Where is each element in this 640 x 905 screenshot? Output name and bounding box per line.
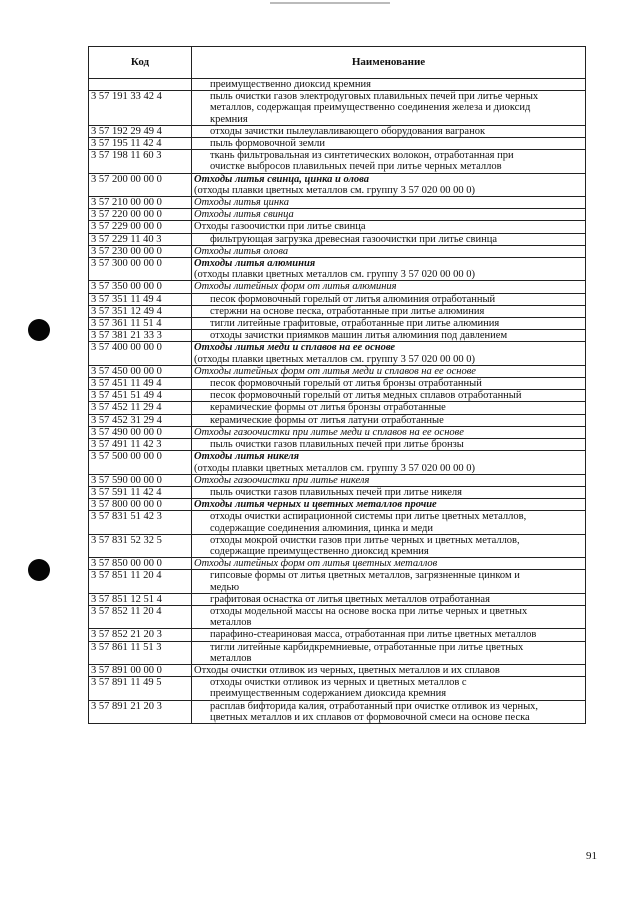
name-line: металлов	[210, 652, 252, 664]
table-row	[89, 330, 586, 342]
name-line: фильтрующая загрузка древесная газоочистки при литье свинца	[210, 233, 498, 245]
row-code: 3 57 861 11 51 3	[89, 641, 192, 664]
table-row	[89, 293, 586, 305]
table-row	[89, 700, 586, 723]
binder-hole-upper	[28, 319, 50, 341]
table-row	[89, 414, 586, 426]
table-row	[89, 281, 586, 293]
row-code: 3 57 491 11 42 3	[89, 439, 192, 451]
name-line: Отходы газоочистки при литье меди и сплавов на ее основе	[194, 426, 464, 438]
name-line: медью	[210, 581, 240, 593]
row-code: 3 57 490 00 00 0	[89, 426, 192, 438]
row-name	[192, 245, 586, 257]
row-name	[192, 281, 586, 293]
name-line: Отходы литейных форм от литья цветных металлов	[194, 558, 438, 570]
row-code: 3 57 851 11 20 4	[89, 570, 192, 593]
row-code: 3 57 451 11 49 4	[89, 378, 192, 390]
table-row	[89, 451, 586, 474]
name-line: отходы мокрой очистки газов при литье черных и цветных металлов,	[210, 534, 520, 546]
table-row	[89, 233, 586, 245]
table-row	[89, 125, 586, 137]
row-code: 3 57 891 00 00 0	[89, 664, 192, 676]
row-name	[192, 342, 586, 365]
name-line: Отходы литья цинка	[194, 197, 290, 209]
row-name	[192, 426, 586, 438]
row-code: 3 57 200 00 00 0	[89, 173, 192, 196]
table-row	[89, 558, 586, 570]
name-line: отходы очистки аспирационной системы при литье цветных металлов,	[210, 511, 527, 523]
table-row	[89, 173, 586, 196]
name-line: Отходы литья меди и сплавов на ее основе	[194, 342, 396, 354]
name-line: песок формовочный горелый от литья бронзы отработанный	[210, 378, 482, 390]
row-name	[192, 221, 586, 233]
row-code: 3 57 381 21 33 3	[89, 330, 192, 342]
table-row	[89, 605, 586, 628]
row-code: 3 57 590 00 00 0	[89, 474, 192, 486]
name-line: отходы очистки отливок из черных и цветных металлов с	[210, 677, 467, 689]
row-name	[192, 365, 586, 377]
table-row	[89, 664, 586, 676]
row-code: 3 57 500 00 00 0	[89, 451, 192, 474]
name-line: пыль очистки газов плавильных печей при литье никеля	[210, 486, 463, 498]
table-header-row	[89, 47, 586, 79]
table-row	[89, 593, 586, 605]
row-code: 3 57 220 00 00 0	[89, 209, 192, 221]
row-code: 3 57 229 00 00 0	[89, 221, 192, 233]
name-line: (отходы плавки цветных металлов см. группу 3 57 020 00 00 0)	[194, 269, 475, 281]
table-row	[89, 365, 586, 377]
row-code: 3 57 400 00 00 0	[89, 342, 192, 365]
name-line: очистке выбросов плавильных печей при литье черных металлов	[210, 161, 502, 173]
waste-code-table	[88, 46, 586, 724]
name-line: содержащие преимущественно диоксид кремния	[210, 545, 429, 557]
name-line: песок формовочный горелый от литья алюминия отработанный	[210, 293, 496, 305]
row-name	[192, 293, 586, 305]
name-line: Отходы литья никеля	[194, 451, 300, 463]
row-name	[192, 677, 586, 700]
row-name	[192, 138, 586, 150]
row-name	[192, 330, 586, 342]
name-line: Отходы литейных форм от литья алюминия	[194, 281, 397, 293]
row-code: 3 57 591 11 42 4	[89, 486, 192, 498]
row-name	[192, 486, 586, 498]
name-line: пыль очистки газов электродуговых плавильных печей при литье черных	[210, 91, 539, 103]
row-code: 3 57 191 33 42 4	[89, 91, 192, 126]
row-name	[192, 570, 586, 593]
table-row	[89, 511, 586, 534]
table-row	[89, 486, 586, 498]
name-line: тигли литейные карбидкремниевые, отработанные при литье цветных	[210, 641, 524, 653]
row-code: 3 57 198 11 60 3	[89, 150, 192, 173]
scan-top-mark	[270, 2, 390, 4]
table-row	[89, 390, 586, 402]
table-row	[89, 629, 586, 641]
row-name	[192, 305, 586, 317]
name-line: Отходы литья черных и цветных металлов прочие	[194, 499, 437, 511]
row-name	[192, 451, 586, 474]
row-code: 3 57 451 51 49 4	[89, 390, 192, 402]
name-line: графитовая оснастка от литья цветных металлов отработанная	[210, 593, 490, 605]
row-name	[192, 534, 586, 557]
row-code: 3 57 850 00 00 0	[89, 558, 192, 570]
name-line: парафино-стеариновая масса, отработанная при литье цветных металлов	[210, 629, 537, 641]
row-code	[89, 79, 192, 91]
name-line: тигли литейные графитовые, отработанные при литье алюминия	[210, 318, 500, 330]
row-name	[192, 91, 586, 126]
name-line: ткань фильтровальная из синтетических волокон, отработанная при	[210, 150, 514, 162]
row-name	[192, 79, 586, 91]
row-name	[192, 499, 586, 511]
name-line: Отходы газоочистки при литье никеля	[194, 474, 370, 486]
table-row	[89, 79, 586, 91]
name-line: (отходы плавки цветных металлов см. группу 3 57 020 00 00 0)	[194, 353, 475, 365]
name-line: расплав бифторида калия, отработанный при очистке отливок из черных,	[210, 700, 539, 712]
header-name: Наименование	[192, 47, 586, 79]
name-line: цветных металлов и их сплавов от формовочной смеси на основе песка	[210, 711, 530, 723]
table-row	[89, 245, 586, 257]
name-line: кремния	[210, 113, 248, 125]
row-name	[192, 318, 586, 330]
row-code: 3 57 831 52 32 5	[89, 534, 192, 557]
name-line: преимущественным содержанием диоксида кремния	[210, 688, 447, 700]
row-name	[192, 378, 586, 390]
table-row	[89, 499, 586, 511]
table-row	[89, 150, 586, 173]
name-line: Отходы литья олова	[194, 245, 289, 257]
row-name	[192, 629, 586, 641]
row-name	[192, 233, 586, 245]
row-code: 3 57 192 29 49 4	[89, 125, 192, 137]
row-code: 3 57 210 00 00 0	[89, 197, 192, 209]
name-line: (отходы плавки цветных металлов см. группу 3 57 020 00 00 0)	[194, 462, 475, 474]
table-row	[89, 641, 586, 664]
row-code: 3 57 800 00 00 0	[89, 499, 192, 511]
name-line: пыль очистки газов плавильных печей при литье бронзы	[210, 439, 464, 451]
table-row	[89, 402, 586, 414]
name-line: Отходы литья алюминия	[194, 258, 316, 270]
row-name	[192, 414, 586, 426]
name-line: гипсовые формы от литья цветных металлов, загрязненные цинком и	[210, 570, 520, 582]
row-name	[192, 209, 586, 221]
table-row	[89, 221, 586, 233]
name-line: металлов, содержащая преимущественно соединения железа и диоксид	[210, 102, 531, 114]
table-row	[89, 677, 586, 700]
row-code: 3 57 891 11 49 5	[89, 677, 192, 700]
row-name	[192, 593, 586, 605]
name-line: керамические формы от литья бронзы отработанные	[210, 402, 446, 414]
table-row	[89, 474, 586, 486]
table-row	[89, 534, 586, 557]
header-code: Код	[89, 47, 192, 79]
row-code: 3 57 230 00 00 0	[89, 245, 192, 257]
table-row	[89, 318, 586, 330]
binder-hole-lower	[28, 559, 50, 581]
row-name	[192, 125, 586, 137]
row-code: 3 57 229 11 40 3	[89, 233, 192, 245]
row-name	[192, 558, 586, 570]
row-name	[192, 700, 586, 723]
name-line: содержащие соединения алюминия, цинка и меди	[210, 522, 433, 534]
row-name	[192, 402, 586, 414]
row-code: 3 57 452 11 29 4	[89, 402, 192, 414]
table-row	[89, 439, 586, 451]
table-row	[89, 209, 586, 221]
page-number: 91	[586, 850, 597, 862]
name-line: отходы модельной массы на основе воска при литье черных и цветных	[210, 605, 528, 617]
table-row	[89, 570, 586, 593]
row-code: 3 57 361 11 51 4	[89, 318, 192, 330]
row-code: 3 57 452 31 29 4	[89, 414, 192, 426]
name-line: Отходы литья свинца	[194, 209, 294, 221]
row-code: 3 57 851 12 51 4	[89, 593, 192, 605]
table-row	[89, 378, 586, 390]
table-body	[89, 79, 586, 724]
name-line: стержни на основе песка, отработанные при литье алюминия	[210, 305, 485, 317]
table-row	[89, 197, 586, 209]
row-name	[192, 439, 586, 451]
row-name	[192, 390, 586, 402]
row-name	[192, 474, 586, 486]
row-name	[192, 150, 586, 173]
row-name	[192, 641, 586, 664]
row-code: 3 57 831 51 42 3	[89, 511, 192, 534]
name-line: Отходы газоочистки при литье свинца	[194, 221, 366, 233]
row-code: 3 57 450 00 00 0	[89, 365, 192, 377]
table-row	[89, 342, 586, 365]
name-line: Отходы литейных форм от литья меди и сплавов на ее основе	[194, 365, 476, 377]
name-line: металлов	[210, 617, 252, 629]
row-code: 3 57 350 00 00 0	[89, 281, 192, 293]
table-row	[89, 91, 586, 126]
table-row	[89, 258, 586, 281]
row-name	[192, 197, 586, 209]
name-line: (отходы плавки цветных металлов см. группу 3 57 020 00 00 0)	[194, 184, 475, 196]
row-code: 3 57 852 21 20 3	[89, 629, 192, 641]
name-line: отходы зачистки пылеулавливающего оборудования вагранок	[210, 125, 486, 137]
row-code: 3 57 852 11 20 4	[89, 605, 192, 628]
name-line: преимущественно диоксид кремния	[210, 79, 371, 90]
row-name	[192, 605, 586, 628]
table-row	[89, 305, 586, 317]
name-line: керамические формы от литья латуни отработанные	[210, 414, 444, 426]
table-row	[89, 426, 586, 438]
row-code: 3 57 351 11 49 4	[89, 293, 192, 305]
row-name	[192, 511, 586, 534]
row-name	[192, 258, 586, 281]
row-code: 3 57 351 12 49 4	[89, 305, 192, 317]
row-code: 3 57 300 00 00 0	[89, 258, 192, 281]
row-name	[192, 664, 586, 676]
name-line: пыль формовочной земли	[210, 138, 325, 150]
row-name	[192, 173, 586, 196]
name-line: песок формовочный горелый от литья медных сплавов отработанный	[210, 390, 522, 402]
name-line: Отходы очистки отливок из черных, цветных металлов и их сплавов	[194, 664, 500, 676]
name-line: Отходы литья свинца, цинка и олова	[194, 173, 369, 185]
row-code: 3 57 195 11 42 4	[89, 138, 192, 150]
row-code: 3 57 891 21 20 3	[89, 700, 192, 723]
name-line: отходы зачистки приямков машин литья алюминия под давлением	[210, 330, 508, 342]
table-row	[89, 138, 586, 150]
